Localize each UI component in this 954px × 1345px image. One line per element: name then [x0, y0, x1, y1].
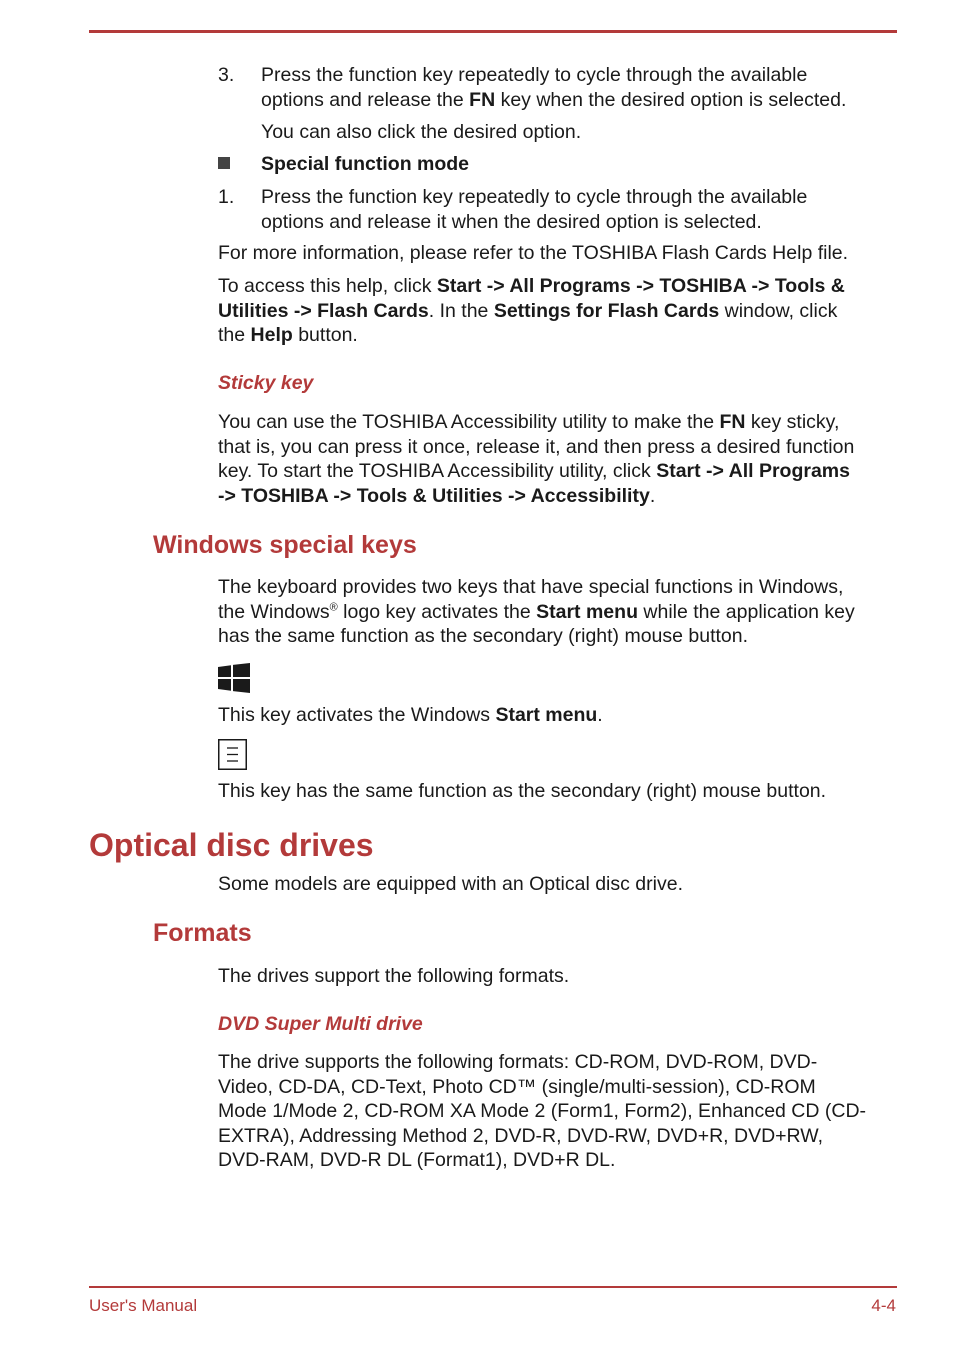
list-item-text: Press the function key repeatedly to cycle through the available options and release it when the desired option is selected.: [261, 186, 808, 233]
paragraph-more-info: For more information, please refer to the TOSHIBA Flash Cards Help file.: [218, 242, 849, 264]
top-divider: [89, 30, 897, 33]
section-heading-sticky-key: Sticky key: [218, 372, 314, 394]
paragraph-windows-keys: The keyboard provides two keys that have special functions in Windows, the Windows® logo key activates the Start menu while the application key has the same function as the secondary (right) mouse button.: [218, 576, 855, 647]
windows-key-description: This key activates the Windows Start menu.: [218, 704, 603, 726]
chapter-heading-optical: Optical disc drives: [89, 827, 374, 863]
paragraph-sticky-key: You can use the TOSHIBA Accessibility utility to make the FN key sticky, that is, you can press it once, release it, and then press a desired function key. To start the TOSHIBA Accessibility utility, click Start -> All Programs -> TOSHIBA -> Tools & Utilities -> Accessibility.: [218, 411, 855, 507]
bullet-square-icon: [218, 157, 230, 169]
paragraph-access-help: To access this help, click Start -> All Programs -> TOSHIBA -> Tools & Utilities -> Flash Cards. In the Settings for Flash Cards window, click the Help button.: [218, 275, 845, 346]
list-item-note: You can also click the desired option.: [261, 121, 582, 143]
section-heading-dvd: DVD Super Multi drive: [218, 1013, 423, 1035]
section-heading-formats: Formats: [153, 919, 252, 947]
application-key-description: This key has the same function as the secondary (right) mouse button.: [218, 780, 827, 802]
footer-title: User's Manual: [89, 1296, 198, 1315]
bottom-divider: [89, 1286, 897, 1288]
page-number: 4-4: [871, 1296, 896, 1315]
application-key-icon: [218, 739, 247, 770]
list-item-text: Press the function key repeatedly to cycle through the available options and release the FN key when the desired option is selected.: [261, 64, 847, 111]
paragraph-dvd-formats: The drive supports the following formats: CD-ROM, DVD-ROM, DVD- Video, CD-DA, CD-Text, Photo CD™ (single/multi-session), CD-ROM Mode 1/Mode 2, CD-ROM XA Mode 2 (Form1, Form2), Enhanced CD (CD- EXTRA), Addressing Method 2, DVD-R, DVD-RW, DVD+R, DVD+RW, DVD-RAM, DVD-R DL (Format1), DVD+R DL.: [218, 1051, 867, 1171]
section-heading-windows-keys: Windows special keys: [153, 531, 417, 559]
paragraph-optical-intro: Some models are equipped with an Optical disc drive.: [218, 873, 683, 895]
bullet-label: Special function mode: [261, 153, 470, 175]
list-number: 1.: [218, 186, 235, 208]
list-number: 3.: [218, 64, 235, 86]
paragraph-formats-intro: The drives support the following formats.: [218, 965, 570, 987]
windows-logo-icon: [218, 663, 250, 693]
